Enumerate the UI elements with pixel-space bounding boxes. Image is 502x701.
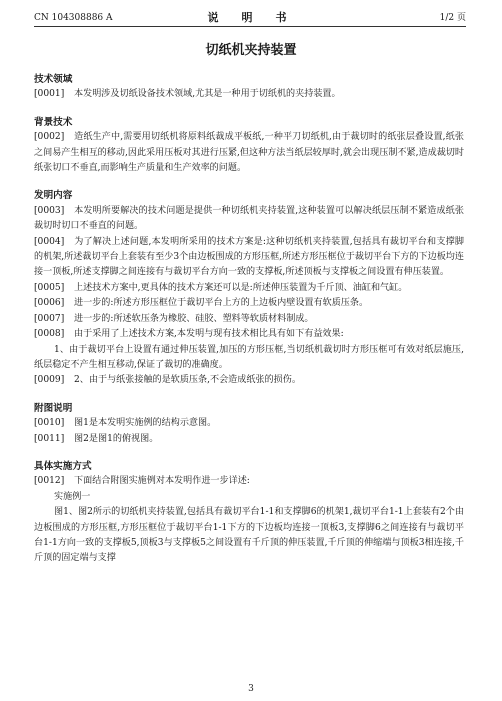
paragraph-number: [0005] (34, 282, 65, 293)
paragraph-text: 图2是图1的俯视图。 (74, 433, 159, 444)
page-number: 3 (248, 684, 254, 694)
paragraph (34, 474, 464, 489)
paragraph-number: [0008] (34, 329, 65, 340)
section-heading: 发明内容 (34, 190, 73, 202)
paragraph-number: [0001] (34, 89, 65, 100)
paragraph (34, 130, 464, 176)
paragraph (34, 373, 464, 388)
paragraph-number: [0003] (34, 205, 65, 216)
paragraph-number: [0011] (34, 433, 65, 444)
section (34, 401, 464, 447)
paragraph-number: [0010] (34, 418, 65, 429)
paragraph (34, 327, 464, 342)
paragraph-text: 上述技术方案中,更具体的技术方案还可以是:所述伸压装置为千斤顶、油缸和气缸。 (74, 282, 408, 293)
paragraph-text: 图1、图2所示的切纸机夹持装置,包括具有裁切平台1-1和支撑脚6的机架1,裁切平台1-1上套装有2个由边板围成的方形压框,方形压框位于裁切平台1-1下方的下边板均连接一顶板3,支撑脚6之间连接有与裁切平台1-1方向一致的支撑板5,顶板3与支撑板5之间设置有千斤顶的伸压装置,千斤顶的伸缩端与顶板3相连接,千斤顶的固定端与支撑 (34, 507, 464, 564)
paragraph-text: 2、由于与纸张接触的是软质压条,不会造成纸张的损伤。 (74, 375, 301, 386)
page-header (34, 10, 466, 27)
page-indicator: 1/2 页 (439, 13, 466, 23)
paragraph-text: 为了解决上述问题,本发明所采用的技术方案是:这种切纸机夹持装置,包括具有裁切平台和支撑脚的机架,所述裁切平台上套装有至少3个由边板围成的方形压框,所述方形压框位于裁切平台下方的下边板均连接一顶板,所述支撑脚之间连接有与裁切平台方向一致的支撑板,所述顶板与支撑板之间设置有伸压装置。 (34, 236, 464, 278)
paragraph-text: 下面结合附图实施例对本发明作进一步详述: (74, 476, 250, 487)
paragraph-text: 造纸生产中,需要用切纸机将原料纸裁成平板纸,一种平刀切纸机,由于裁切时的纸张层叠设置,纸张之间易产生相互的移动,因此采用压板对其进行压紧,但这种方法当纸层较厚时,就会出现压制不紧,造成裁切时纸张切口不垂直,而影响生产质量和生产效率的问题。 (34, 132, 464, 174)
paragraph-text: 本发明涉及切纸设备技术领域,尤其是一种用于切纸机的夹持装置。 (74, 89, 341, 100)
section-heading: 具体实施方式 (34, 460, 92, 472)
section (34, 459, 464, 567)
paragraph (34, 235, 464, 281)
paragraph (34, 281, 464, 296)
paragraph (34, 296, 464, 311)
paragraph (34, 416, 464, 431)
paragraph-number: [0012] (34, 476, 65, 487)
document-title: 切纸机夹持装置 (205, 43, 297, 58)
paragraph-text: 进一步的:所述软压条为橡胶、硅胶、塑料等软质材料制成。 (74, 313, 314, 324)
paragraph (34, 505, 464, 567)
paragraph-number: [0009] (34, 375, 65, 386)
section (34, 188, 464, 388)
paragraph-text: 实施例一 (54, 491, 91, 502)
paragraph (34, 432, 464, 447)
document-body (34, 72, 464, 567)
paragraph-text: 本发明所要解决的技术问题是提供一种切纸机夹持装置,这种装置可以解决纸层压制不紧造成纸张裁切时切口不垂直的问题。 (34, 205, 464, 232)
paragraph-text: 图1是本发明实施例的结构示意图。 (74, 418, 217, 429)
paragraph (34, 343, 464, 374)
paragraph (34, 312, 464, 327)
paragraph-text: 进一步的:所述方形压框位于裁切平台上方的上边板内壁设置有软质压条。 (74, 298, 369, 309)
paragraph-number: [0004] (34, 236, 65, 247)
paragraph (34, 87, 464, 102)
paragraph (34, 490, 464, 505)
section-heading: 背景技术 (34, 116, 73, 128)
section-heading: 技术领域 (34, 74, 73, 85)
document-type: 说 明 书 (207, 11, 293, 24)
patent-number: CN 104308886 A (34, 13, 113, 23)
paragraph-number: [0006] (34, 298, 65, 309)
section-heading: 附图说明 (34, 402, 73, 414)
paragraph-number: [0002] (34, 132, 65, 143)
section (34, 115, 464, 177)
paragraph (34, 204, 464, 235)
paragraph-text: 由于采用了上述技术方案,本发明与现有技术相比具有如下有益效果: (74, 329, 344, 340)
section (34, 72, 464, 103)
paragraph-text: 1、由于裁切平台上设置有通过伸压装置,加压的方形压框,当切纸机裁切时方形压框可有效对纸层施压,纸层稳定不产生相互移动,保证了裁切的准确度。 (34, 344, 464, 370)
paragraph-number: [0007] (34, 313, 65, 324)
